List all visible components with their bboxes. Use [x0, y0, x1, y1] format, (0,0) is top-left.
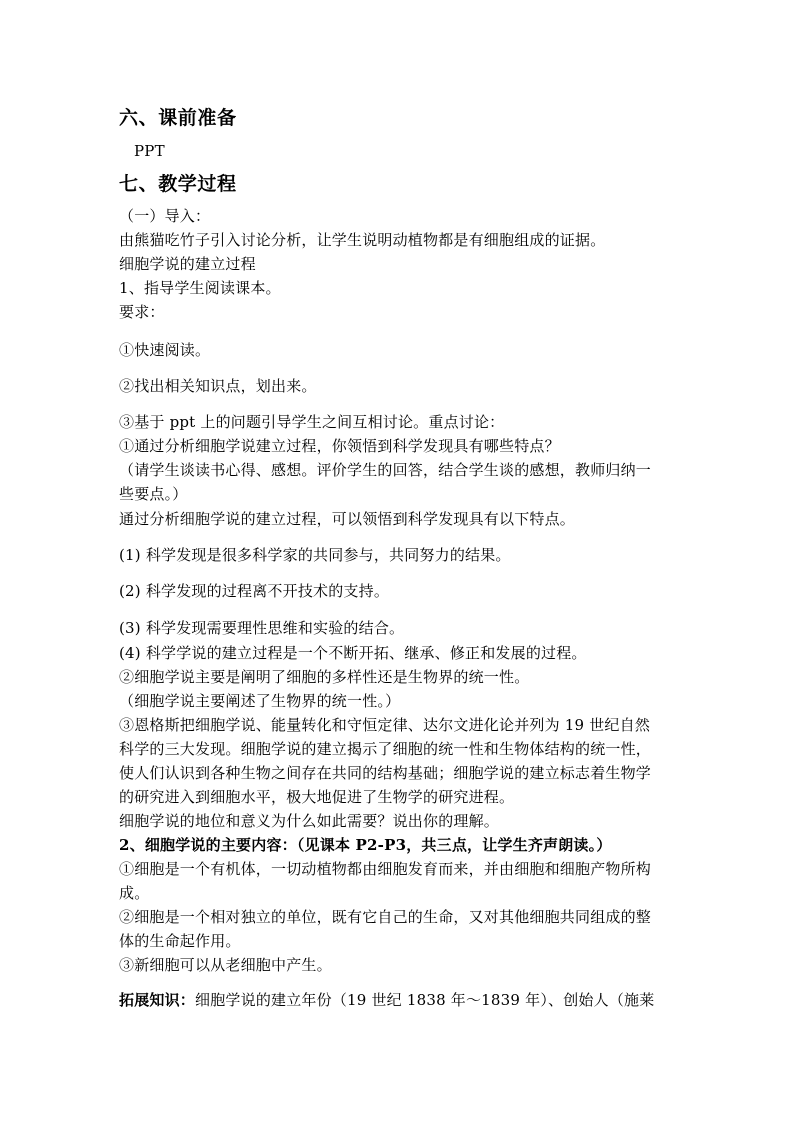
question-3-line-b: 科学的三大发现。细胞学说的建立揭示了细胞的统一性和生物体结构的统一性， [119, 740, 652, 758]
point-3: (3) 科学发现需要理性思维和实验的结合。 [119, 619, 405, 637]
content-1-a: ①细胞是一个有机体，一切动植物都由细胞发育而来，并由细胞和细胞产物所构 [119, 860, 652, 878]
prep-body: PPT [134, 142, 165, 160]
question-2-answer: （细胞学说主要阐述了生物界的统一性。） [119, 692, 401, 710]
question-3-line-a: ③恩格斯把细胞学说、能量转化和守恒定律、达尔文进化论并列为 19 世纪自然 [119, 716, 651, 734]
requirement-2: ②找出相关知识点，划出来。 [119, 377, 317, 395]
point-4: (4) 科学学说的建立过程是一个不断开拓、继承、修正和发展的过程。 [119, 644, 587, 662]
prep-heading: 六、课前准备 [119, 107, 237, 129]
content-3: ③新细胞可以从老细胞中产生。 [119, 956, 332, 974]
point-1: (1) 科学发现是很多科学家的共同参与，共同努力的结果。 [119, 546, 511, 564]
content-title: 2、细胞学说的主要内容：（见课本 P2-P3，共三点，让学生齐声朗读。） [119, 836, 612, 854]
question-3-line-d: 的研究进入到细胞水平，极大地促进了生物学的研究进程。 [119, 788, 515, 806]
requirement-1: ①快速阅读。 [119, 341, 211, 359]
point-2: (2) 科学发现的过程离不开技术的支持。 [119, 582, 390, 600]
process-heading: 七、教学过程 [119, 173, 237, 195]
question-1: ①通过分析细胞学说建立过程，你领悟到科学发现具有哪些特点？ [119, 437, 560, 455]
question-1-note-b: 些要点。） [119, 485, 188, 503]
intro-requirements-label: 要求： [119, 303, 165, 321]
question-2: ②细胞学说主要是阐明了细胞的多样性还是生物界的统一性。 [119, 668, 530, 686]
content-2-a: ②细胞是一个相对独立的单位，既有它自己的生命，又对其他细胞共同组成的整 [119, 908, 652, 926]
extension-line [119, 990, 679, 1010]
question-3-line-c: 使人们认识到各种生物之间存在共同的结构基础；细胞学说的建立标志着生物学 [119, 764, 652, 782]
question-3-line-e: 细胞学说的地位和意义为什么如此需要？说出你的理解。 [119, 812, 500, 830]
intro-step1: 1、指导学生阅读课本。 [119, 279, 281, 297]
extension-text: 细胞学说的建立年份（19 世纪 1838 年～1839 年）、创始人（施莱 [195, 991, 655, 1009]
question-1-note-a: （请学生谈读书心得、感想。评价学生的回答，结合学生谈的感想，教师归纳一 [119, 461, 652, 479]
intro-label: （一）导入： [119, 207, 211, 225]
intro-subtitle: 细胞学说的建立过程 [119, 255, 256, 273]
extension-label: 拓展知识： [119, 991, 196, 1009]
intro-text: 由熊猫吃竹子引入讨论分析，让学生说明动植物都是有细胞组成的证据。 [119, 231, 606, 249]
content-1-b: 成。 [119, 884, 150, 902]
summary-text: 通过分析细胞学说的建立过程，可以领悟到科学发现具有以下特点。 [119, 510, 576, 528]
requirement-3: ③基于 ppt 上的问题引导学生之间互相讨论。重点讨论： [119, 413, 505, 431]
content-2-b: 体的生命起作用。 [119, 932, 241, 950]
